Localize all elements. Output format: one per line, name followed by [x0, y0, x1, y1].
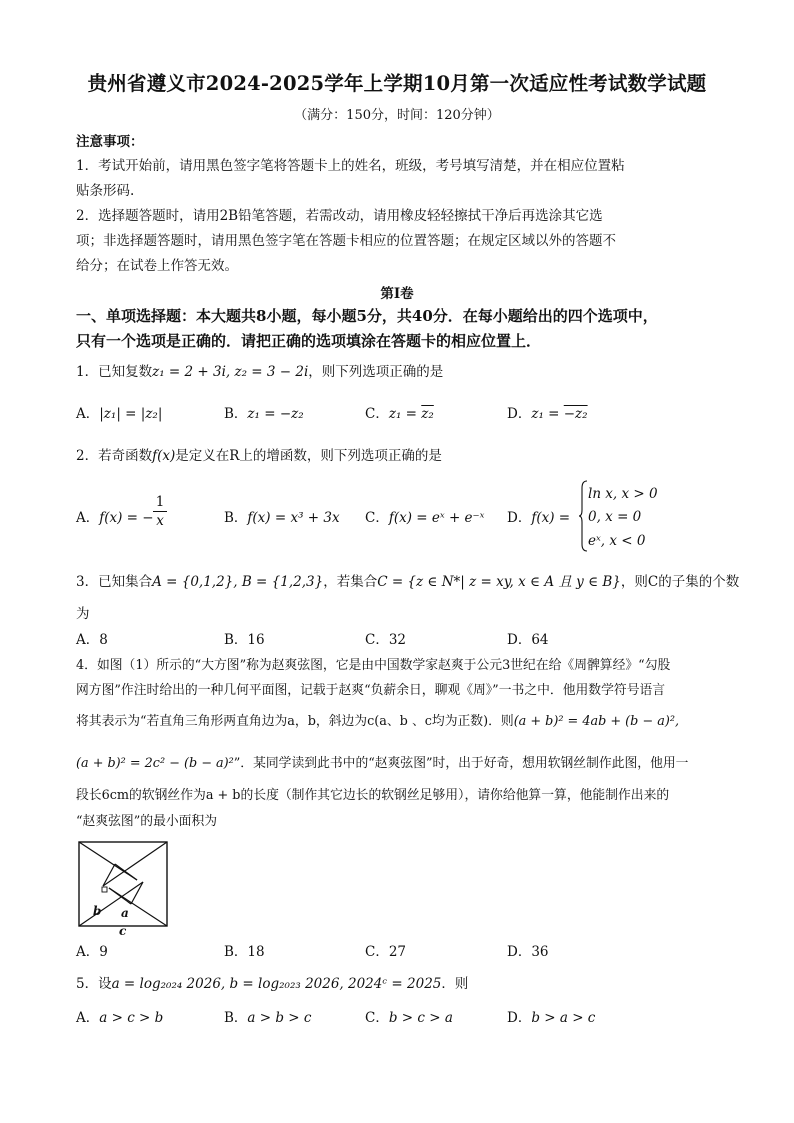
q2-stem-math: f(x)	[152, 448, 176, 464]
page-title: 贵州省遵义市2024-2025学年上学期10月第一次适应性考试数学试题	[87, 72, 707, 95]
q4-line-4-math: (a + b)² = 2c² − (b − a)²	[76, 756, 234, 771]
q4-line-3	[76, 712, 679, 732]
option-text: 16	[247, 632, 265, 648]
q3-option-d[interactable]	[507, 630, 549, 650]
notes-heading: 注意事项：	[76, 134, 144, 150]
option-label: B．	[224, 406, 248, 422]
q1-option-c[interactable]	[365, 404, 434, 424]
q1-option-b[interactable]	[224, 404, 304, 424]
q2-stem-suffix: 是定义在R上的增函数，则下列选项正确的是	[175, 448, 442, 464]
note-2-line-2: 项；非选择题答题时，请用黑色签字笔在答题卡相应的位置答题；在规定区域以外的答题不	[76, 233, 616, 249]
q1-option-a[interactable]	[76, 404, 162, 424]
q4-line-4	[76, 754, 688, 774]
fig-label-a: a	[121, 906, 129, 920]
q2-option-d[interactable]	[507, 508, 570, 528]
option-text: 18	[247, 944, 265, 960]
section-1-line-1: 一、单项选择题：本大题共8小题，每小题5分，共40分．在每小题给出的四个选项中，	[76, 307, 658, 325]
q2-option-c[interactable]	[365, 508, 484, 528]
q2-option-b[interactable]	[224, 508, 340, 528]
q3-stem-math: A = {0,1,2}, B = {1,2,3}	[152, 574, 324, 590]
option-text: a > c > b	[99, 1010, 164, 1026]
q4-line-3-math: (a + b)² = 4ab + (b − a)²,	[513, 714, 680, 729]
option-text: f(x) =	[531, 510, 571, 526]
q5-stem-math: a = log₂₀₂₄ 2026, b = log₂₀₂₃ 2026, 2024ᶜ = 2025	[111, 976, 442, 992]
note-1-line-2: 贴条形码.	[76, 183, 135, 199]
option-conjugate: −z₂	[563, 406, 588, 422]
option-text: b > c > a	[388, 1010, 453, 1026]
fig-label-b: b	[93, 904, 102, 918]
fig-label-c: c	[119, 924, 127, 938]
option-label: B．	[224, 1010, 248, 1026]
option-text: 27	[388, 944, 407, 960]
option-label: B．	[224, 944, 248, 960]
q5-option-b[interactable]	[224, 1008, 311, 1028]
option-label: C．	[365, 944, 389, 960]
q5-option-a[interactable]	[76, 1008, 163, 1028]
q3-option-a[interactable]	[76, 630, 108, 650]
q1-stem-prefix: 1．已知复数	[76, 364, 153, 380]
right-angle-mark	[102, 887, 107, 892]
q3-stem-line-1	[76, 572, 739, 592]
piecewise-brace	[578, 480, 588, 552]
option-label: C．	[365, 406, 389, 422]
option-text: 8	[99, 632, 108, 648]
section-1-line-2: 只有一个选项是正确的．请把正确的选项填涂在答题卡的相应位置上．	[76, 332, 542, 350]
fraction-denominator: x	[156, 513, 164, 529]
option-text: 64	[531, 632, 549, 648]
option-text: z₁ =	[388, 406, 422, 422]
option-text: f(x) = eˣ + e⁻ˣ	[388, 510, 485, 526]
note-1-line-1: 1．考试开始前，请用黑色签字笔将答题卡上的姓名，班级，考号填写清楚，并在相应位置粘	[76, 158, 625, 174]
q3-stem-line-2: 为	[76, 606, 90, 622]
note-2-line-1: 2．选择题答题时，请用2B铅笔答题，若需改动，请用橡皮轻轻擦拭干净后再选涂其它选	[76, 208, 603, 224]
q1-option-d[interactable]	[507, 404, 588, 424]
q2-option-a-fraction	[153, 493, 167, 530]
q3-stem-suffix: ，则C的子集的个数	[620, 574, 740, 590]
option-label: C．	[365, 510, 389, 526]
q5-stem-suffix: ．则	[441, 976, 469, 992]
q3-option-b[interactable]	[224, 630, 265, 650]
option-label: A．	[76, 1010, 100, 1026]
q2-stem	[76, 446, 442, 466]
note-2-line-3: 给分；在试卷上作答无效。	[76, 258, 238, 274]
option-label: D．	[507, 944, 532, 960]
q2-d-case-3: eˣ, x < 0	[588, 533, 646, 549]
q2-d-case-1: ln x, x > 0	[588, 486, 658, 502]
q4-option-a[interactable]	[76, 942, 108, 962]
fraction-numerator: 1	[155, 494, 165, 510]
option-conjugate: z₂	[421, 406, 434, 422]
q3-stem-mid: ，若集合	[323, 574, 378, 590]
q2-option-a[interactable]	[76, 508, 154, 528]
q5-stem-prefix: 5．设	[76, 976, 112, 992]
option-label: D．	[507, 406, 532, 422]
option-label: A．	[76, 510, 100, 526]
option-text: z₁ = −z₂	[247, 406, 304, 422]
q4-option-b[interactable]	[224, 942, 265, 962]
q1-stem	[76, 362, 443, 382]
option-label: D．	[507, 510, 532, 526]
zhao-shuang-figure	[75, 838, 175, 942]
q3-stem-prefix: 3．已知集合	[76, 574, 153, 590]
option-text: 9	[99, 944, 108, 960]
zhao-shuang-diagram	[75, 838, 175, 938]
option-label: D．	[507, 1010, 532, 1026]
option-label: A．	[76, 632, 100, 648]
q4-line-2: 网方图”作注时给出的一种几何平面图，记载于赵爽“负薪余日，聊观《周》”一书之中．他用数学符号语言	[76, 683, 666, 698]
option-text: z₁ =	[531, 406, 564, 422]
option-text: a > b > c	[247, 1010, 312, 1026]
option-label: C．	[365, 1010, 389, 1026]
option-text: b > a > c	[531, 1010, 596, 1026]
option-text: |z₁| = |z₂|	[99, 406, 163, 422]
option-label: D．	[507, 632, 532, 648]
q2-d-case-2: 0, x = 0	[588, 509, 642, 525]
option-text: 32	[388, 632, 407, 648]
q1-stem-math: z₁ = 2 + 3i, z₂ = 3 − 2i	[152, 364, 309, 380]
q4-line-3-text: 将其表示为“若直角三角形两直角边为a，b，斜边为c(a、b 、c均为正数)．则	[76, 714, 514, 729]
volume-heading: 第Ⅰ卷	[380, 286, 414, 302]
q3-option-c[interactable]	[365, 630, 406, 650]
option-text: f(x) = −	[99, 510, 154, 526]
q4-option-d[interactable]	[507, 942, 549, 962]
q5-option-c[interactable]	[365, 1008, 453, 1028]
q4-line-1: 4．如图（1）所示的“大方图”称为赵爽弦图，它是由中国数学家赵爽于公元3世纪在给《周髀算经》“勾股	[76, 658, 671, 673]
q4-line-4-text: ”．某同学读到此书中的“赵爽弦图”时，出于好奇，想用软钢丝制作此图，他用一	[233, 756, 689, 771]
q3-stem-math-2: C = {z ∈ N*| z = xy, x ∈ A 且 y ∈ B}	[377, 574, 621, 590]
q4-line-5: 段长6cm的软钢丝作为a + b的长度（制作其它边长的软钢丝足够用），请你给他算一算，他能制作出来的	[76, 788, 670, 803]
option-label: C．	[365, 632, 389, 648]
option-text: 36	[531, 944, 549, 960]
option-label: B．	[224, 632, 248, 648]
option-text: f(x) = x³ + 3x	[247, 510, 340, 526]
q4-line-6: “赵爽弦图”的最小面积为	[76, 814, 218, 829]
page-subtitle: （满分：150分，时间：120分钟）	[294, 108, 500, 123]
option-label: B．	[224, 510, 248, 526]
q4-option-c[interactable]	[365, 942, 406, 962]
option-label: A．	[76, 944, 100, 960]
q5-stem	[76, 974, 468, 994]
q5-option-d[interactable]	[507, 1008, 595, 1028]
q1-stem-suffix: ，则下列选项正确的是	[308, 364, 444, 380]
q2-stem-prefix: 2．若奇函数	[76, 448, 153, 464]
option-label: A．	[76, 406, 100, 422]
